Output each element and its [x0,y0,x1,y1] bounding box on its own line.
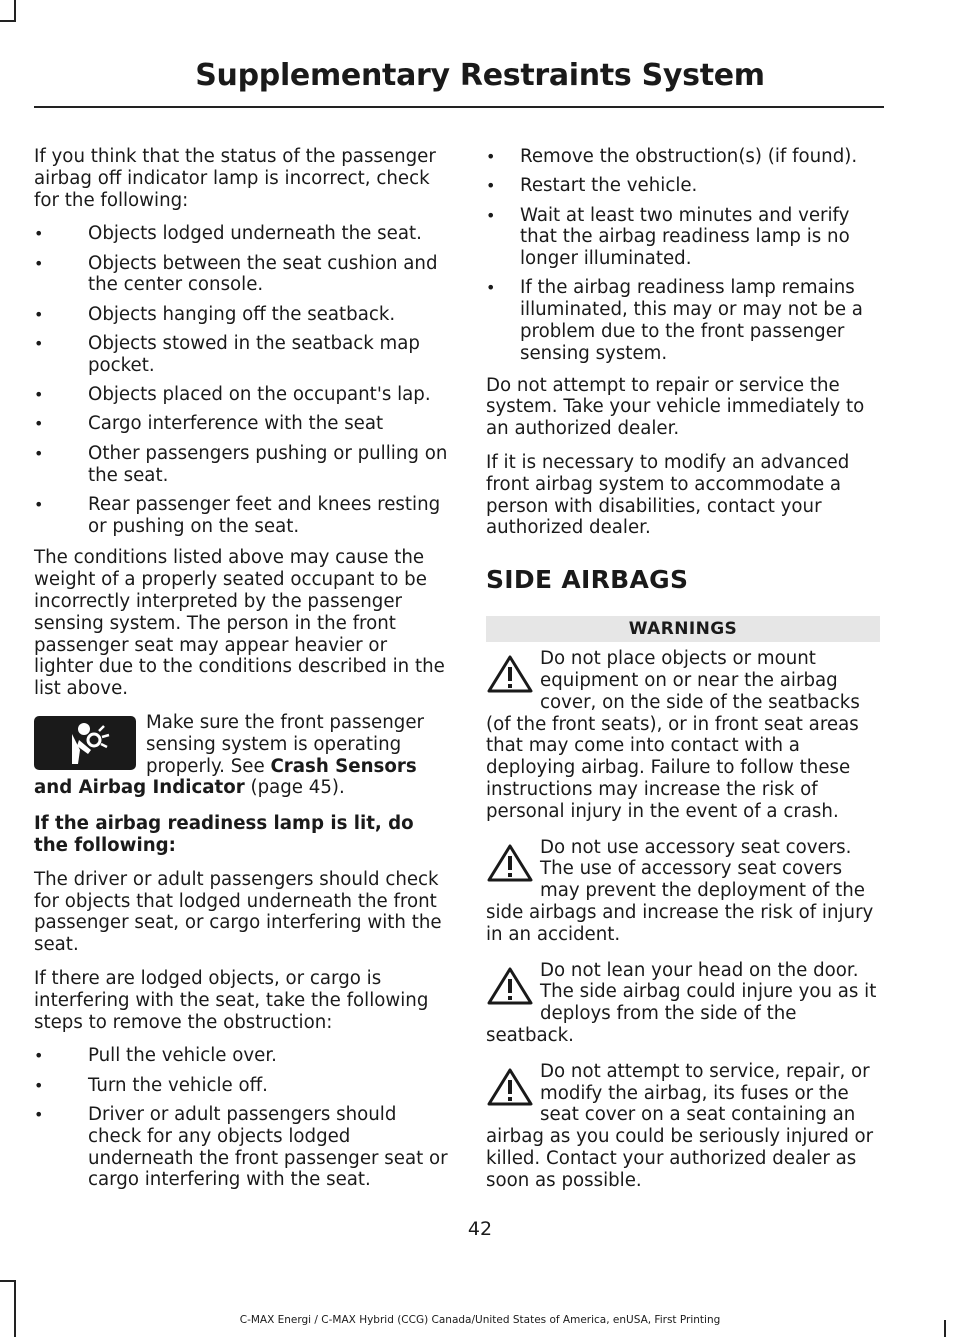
crop-mark-top-left [14,0,16,20]
page-number: 42 [467,1218,493,1240]
steps-list-left [34,1045,448,1191]
intro-paragraph: If you think that the status of the passenger airbag off indicator lamp is incorrect, check for the following: [34,146,436,211]
airbag-icon [34,716,136,770]
warning-text: Do not lean your head on the door. The side airbag could injure you as it deploys from the side of the seatback. [486,959,877,1046]
checks-list [34,223,448,537]
left-column [34,146,448,1201]
list-item: • Objects hanging off the seatback. [34,304,448,326]
warning-triangle-icon [486,1067,534,1107]
note-page-ref: (page 45). [244,777,345,799]
list-item: • If the airbag readiness lamp remains illuminated, this may or may not be a problem due to the front passenger sensing system. [486,277,880,364]
note-text: Make sure the front passenger sensing system is operating properly. See [146,712,424,777]
header-divider [34,106,884,108]
repair-paragraph: Do not attempt to repair or service the system. Take your vehicle immediately to an authorized dealer. [486,374,865,440]
list-item: • Cargo interference with the seat [34,413,448,435]
warning-item [486,648,880,822]
list-item: • Pull the vehicle over. [34,1045,448,1067]
list-item: • Wait at least two minutes and verify that the airbag readiness lamp is no longer illuminated. [486,205,880,270]
list-item: • Restart the vehicle. [486,175,880,197]
warnings-banner: WARNINGS [486,616,880,642]
list-item: • Objects stowed in the seatback map pocket. [34,333,448,377]
list-item: • Driver or adult passengers should check for any objects lodged underneath the front passenger seat or cargo interfering with the seat. [34,1104,448,1191]
driver-check-paragraph: The driver or adult passengers should check for objects that lodged underneath the front passenger seat, or cargo interfering with the seat. [34,868,442,956]
right-column [486,146,880,1206]
crop-mark-bottom-left-h [0,1280,16,1282]
crash-sensors-reference-link[interactable]: Crash Sensors and Airbag Indicator [34,755,417,799]
crop-mark-bottom-left [14,1280,16,1337]
warning-text: Do not use accessory seat covers. The use of accessory seat covers may prevent the deployment of the side airbags and increase the risk of injury in an accident. [486,836,874,945]
warning-text: Do not attempt to service, repair, or modify the airbag, its fuses or the seat cover on a seat containing an airbag as you could be seriously injured or killed. Contact your authorized dealer as soon as possible. [486,1060,874,1191]
readiness-subheading: If the airbag readiness lamp is lit, do the following: [34,813,414,857]
list-item: • Remove the obstruction(s) (if found). [486,146,880,168]
warning-triangle-icon [486,843,534,883]
modify-paragraph: If it is necessary to modify an advanced front airbag system to accommodate a person with disabilities, contact your authorized dealer. [486,452,850,539]
list-item: • Objects placed on the occupant's lap. [34,384,448,406]
warning-triangle-icon [486,966,534,1006]
warning-item [486,960,880,1047]
list-item: • Turn the vehicle off. [34,1075,448,1097]
warning-triangle-icon [486,654,534,694]
conditions-paragraph: The conditions listed above may cause the weight of a properly seated occupant to be incorrectly interpreted by the passenger sensing system. The person in the front passenger seat may appear heavier or lighter due to the conditions described in the list above. [34,547,445,700]
warning-item [486,837,880,946]
footer-text: C-MAX Energi / C-MAX Hybrid (CCG) Canada/United States of America, enUSA, First Printing [239,1314,721,1326]
steps-list-right [486,146,880,365]
crop-mark-top-left-h [0,20,16,22]
list-item: • Other passengers pushing or pulling on the seat. [34,443,448,487]
steps-intro-paragraph: If there are lodged objects, or cargo is interfering with the seat, take the following steps to remove the obstruction: [34,968,429,1033]
list-item: • Objects between the seat cushion and the center console. [34,253,448,297]
page-header-title: Supplementary Restraints System [195,58,765,93]
list-item: • Objects lodged underneath the seat. [34,223,448,245]
note-block [34,712,448,799]
warning-item [486,1061,880,1192]
section-title: SIDE AIRBAGS [486,565,689,595]
list-item: • Rear passenger feet and knees resting or pushing on the seat. [34,494,448,538]
warning-text: Do not place objects or mount equipment on or near the airbag cover, on the side of the seatbacks (of the front seats), or in front seat areas that may come into contact with a deploying airbag. Failure to follow these instructions may increase the risk of personal injury in the event of a crash. [486,648,860,822]
